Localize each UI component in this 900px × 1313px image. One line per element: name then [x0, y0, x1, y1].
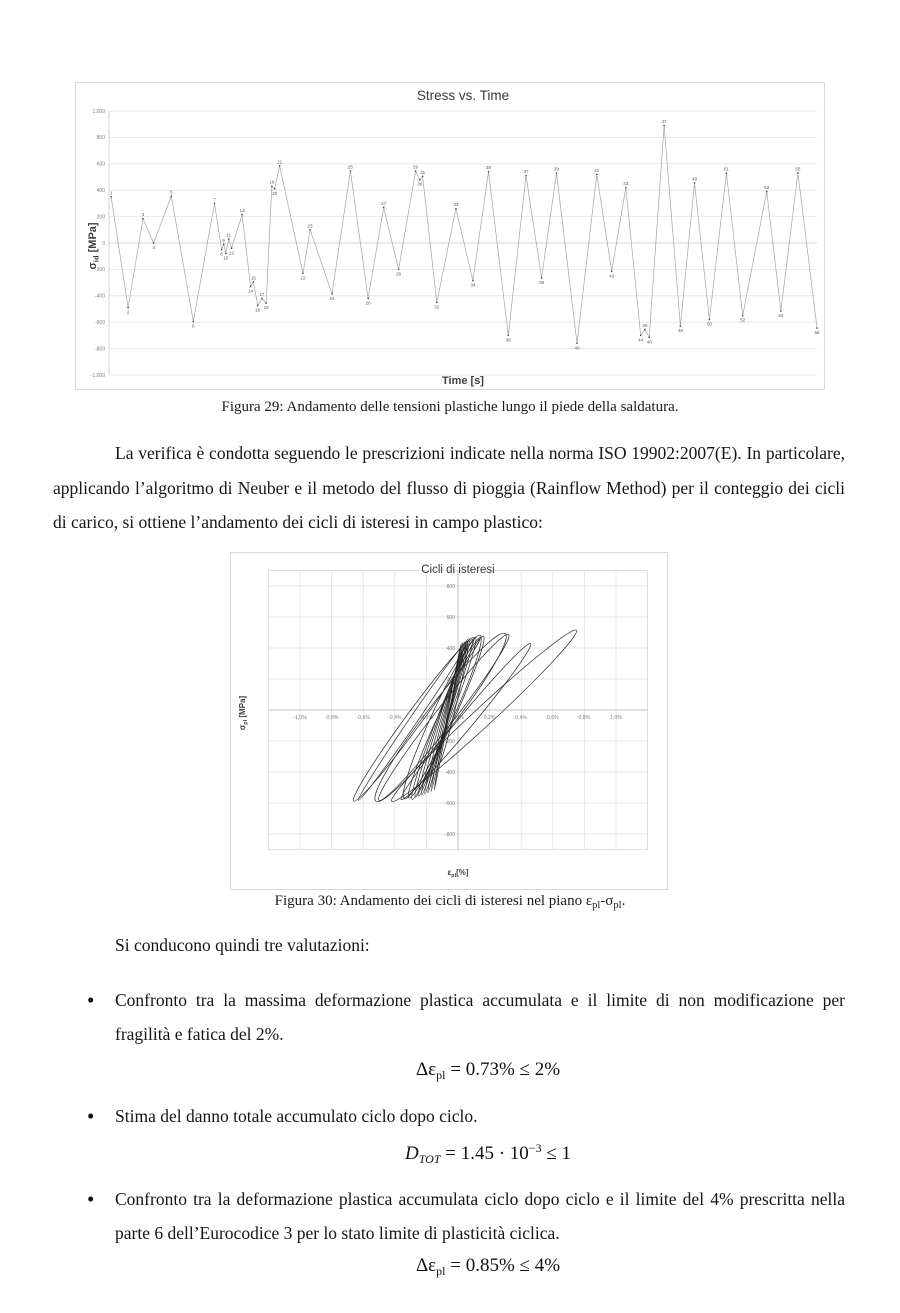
svg-text:32: 32 [434, 304, 440, 310]
svg-text:σid [MPa]: $\sigma_{id}$ [MPa] [87, 222, 101, 270]
svg-text:42: 42 [609, 273, 615, 279]
bullet-1-text: Confronto tra la massima deformazione plastica accumulata e il limite di non modificazione per fragilità e fatica del 2%. [115, 989, 845, 1044]
svg-text:39: 39 [553, 166, 560, 172]
svg-text:23: 23 [307, 223, 313, 229]
svg-text:Time [s]: Time [s] [442, 375, 484, 387]
svg-text:3: 3 [141, 212, 145, 218]
svg-text:-400: -400 [444, 769, 455, 776]
svg-text:-0,2%: -0,2% [419, 715, 434, 721]
formula-2-mid: = 1.45 · 10 [440, 1142, 529, 1164]
svg-text:0,8%: 0,8% [578, 715, 591, 721]
figure-30-caption-end: . [621, 893, 626, 909]
svg-text:41: 41 [594, 167, 600, 173]
formula-delta-eps-4pct [115, 1251, 845, 1286]
svg-text:400: 400 [446, 645, 455, 652]
svg-text:55: 55 [795, 166, 801, 172]
svg-text:22: 22 [300, 275, 306, 281]
svg-text:50: 50 [706, 321, 712, 327]
formula-2-rhs: ≤ 1 [541, 1142, 572, 1164]
svg-text:17: 17 [259, 291, 265, 297]
svg-text:24: 24 [329, 295, 335, 301]
svg-text:6: 6 [191, 323, 195, 329]
svg-text:8: 8 [220, 251, 223, 257]
intro-paragraph-text: La verifica è condotta seguendo le prescrizioni indicate nella norma ISO 19902:2007(E). In particolare, applicando l’algoritmo di Neuber e il metodo del flusso di pioggia (Rainflow Method) per il conteggio dei cicli di carico, si ottiene l’andamento dei cicli di isteresi in campo plastico: [53, 443, 845, 532]
svg-text:11: 11 [226, 232, 232, 238]
figure-30 [230, 552, 668, 890]
svg-text:Cicli di isteresi: Cicli di isteresi [421, 564, 495, 576]
svg-text:-0,8%: -0,8% [324, 715, 339, 721]
figure-30-caption-pre: Figura 30: Andamento dei cicli di isteresi nel piano ε [274, 893, 593, 909]
svg-text:21: 21 [277, 159, 283, 165]
formula-delta-eps-2pct [115, 1055, 845, 1090]
svg-text:2: 2 [126, 309, 130, 315]
svg-text:16: 16 [255, 307, 261, 313]
svg-text:5: 5 [170, 189, 173, 195]
svg-text:47: 47 [661, 119, 667, 125]
svg-text:εpl[%]: $\varepsilon_{pl}[\%]$ [447, 868, 469, 879]
svg-text:37: 37 [523, 169, 529, 175]
lead-paragraph: Si conducono quindi tre valutazioni: [115, 935, 370, 955]
svg-text:200: 200 [446, 676, 455, 683]
svg-text:-200: -200 [444, 738, 455, 745]
svg-text:0,0%: 0,0% [452, 715, 464, 721]
svg-text:56: 56 [814, 330, 820, 336]
svg-text:800: 800 [96, 135, 105, 142]
svg-text:53: 53 [764, 185, 770, 191]
svg-text:25: 25 [347, 164, 353, 170]
formula-2-sup: −3 [528, 1140, 542, 1155]
svg-text:600: 600 [96, 161, 105, 168]
svg-text:-0,6%: -0,6% [356, 715, 370, 721]
svg-text:52: 52 [740, 317, 746, 323]
svg-text:7: 7 [213, 196, 216, 202]
svg-text:-800: -800 [444, 831, 455, 838]
svg-text:26: 26 [365, 300, 371, 306]
svg-text:-200: -200 [94, 267, 105, 274]
svg-text:1.000: 1.000 [92, 108, 105, 115]
svg-text:-800: -800 [94, 346, 105, 353]
svg-text:30: 30 [417, 181, 423, 187]
svg-text:1,0%: 1,0% [610, 715, 622, 721]
formula-1-lhs: Δε [415, 1058, 437, 1080]
svg-text:34: 34 [470, 282, 476, 288]
svg-text:49: 49 [691, 176, 698, 182]
figure-29-caption [0, 399, 900, 416]
svg-text:51: 51 [723, 166, 729, 172]
svg-text:48: 48 [677, 328, 683, 334]
formula-3-sub: pl [436, 1263, 446, 1278]
svg-text:9: 9 [222, 237, 225, 243]
svg-text:29: 29 [413, 164, 419, 170]
svg-text:4: 4 [152, 245, 155, 250]
figure-29 [75, 82, 825, 390]
bullet-item-2 [53, 1099, 845, 1174]
svg-text:31: 31 [420, 169, 426, 175]
figure-30-caption-mid: -σ [600, 893, 614, 909]
figure-30-caption-sub2: pl [613, 900, 622, 911]
svg-text:12: 12 [228, 250, 235, 256]
bullet-item-1 [53, 983, 845, 1090]
svg-text:19: 19 [269, 179, 275, 185]
bullet-list [53, 983, 845, 1286]
svg-text:14: 14 [248, 288, 254, 294]
figure-30-caption [0, 893, 900, 911]
svg-text:-400: -400 [94, 293, 105, 300]
formula-3-lhs: Δε [415, 1254, 437, 1276]
formula-2-lhs: D [404, 1142, 419, 1164]
svg-text:54: 54 [778, 312, 784, 318]
formula-1-rhs: = 0.73% ≤ 2% [445, 1058, 561, 1080]
svg-text:36: 36 [505, 337, 511, 343]
svg-text:-600: -600 [444, 800, 455, 807]
svg-text:18: 18 [263, 305, 269, 311]
svg-text:35: 35 [485, 165, 492, 171]
svg-text:28: 28 [396, 271, 402, 277]
svg-text:27: 27 [381, 200, 387, 206]
svg-text:0,6%: 0,6% [546, 715, 559, 721]
svg-text:15: 15 [250, 275, 256, 281]
formula-3-rhs: = 0.85% ≤ 4% [445, 1254, 561, 1276]
svg-text:400: 400 [96, 188, 105, 194]
formula-dtot [115, 1133, 845, 1174]
svg-text:-600: -600 [94, 320, 105, 326]
svg-text:43: 43 [623, 181, 629, 187]
svg-text:600: 600 [446, 614, 455, 621]
svg-text:20: 20 [272, 190, 278, 196]
formula-1-sub: pl [436, 1067, 446, 1082]
bullet-2-text: Stima del danno totale accumulato ciclo dopo ciclo. [115, 1105, 478, 1126]
formula-2-sub: TOT [418, 1151, 441, 1166]
body-paragraph [53, 436, 845, 540]
svg-text:800: 800 [446, 583, 455, 590]
svg-text:10: 10 [223, 255, 229, 261]
svg-text:38: 38 [539, 279, 545, 285]
svg-text:-0,4%: -0,4% [388, 715, 402, 721]
svg-text:200: 200 [96, 214, 105, 221]
svg-text:40: 40 [574, 345, 580, 351]
bullet-item-3 [53, 1182, 845, 1286]
hysteresis-chart [231, 553, 667, 889]
svg-text:33: 33 [453, 202, 459, 208]
svg-text:1: 1 [109, 190, 113, 196]
svg-text:0,4%: 0,4% [515, 715, 528, 721]
figure-29-caption-text: Figura 29: Andamento delle tensioni plastiche lungo il piede della saldatura. [221, 399, 679, 415]
stress-chart [76, 83, 824, 389]
svg-text:0: 0 [102, 240, 105, 247]
svg-text:0,2%: 0,2% [483, 715, 496, 721]
svg-text:45: 45 [642, 322, 648, 328]
svg-text:46: 46 [646, 339, 652, 345]
svg-text:44: 44 [638, 337, 644, 343]
evaluations-section [53, 928, 845, 1286]
svg-text:Stress vs. Time: Stress vs. Time [416, 88, 510, 103]
bullet-3-text: Confronto tra la deformazione plastica accumulata ciclo dopo ciclo e il limite del 4% prescritta nella parte 6 dell’Eurocodice 3 per lo stato limite di plasticità ciclica. [115, 1188, 845, 1243]
svg-text:-1,0%: -1,0% [293, 715, 307, 721]
svg-text:13: 13 [239, 208, 245, 214]
svg-text:-1.000: -1.000 [90, 372, 105, 379]
svg-text:σpl [MPa]: $\sigma_{pl}$ [MPa] [238, 695, 249, 731]
figure-30-caption-sub1: pl [592, 900, 601, 911]
